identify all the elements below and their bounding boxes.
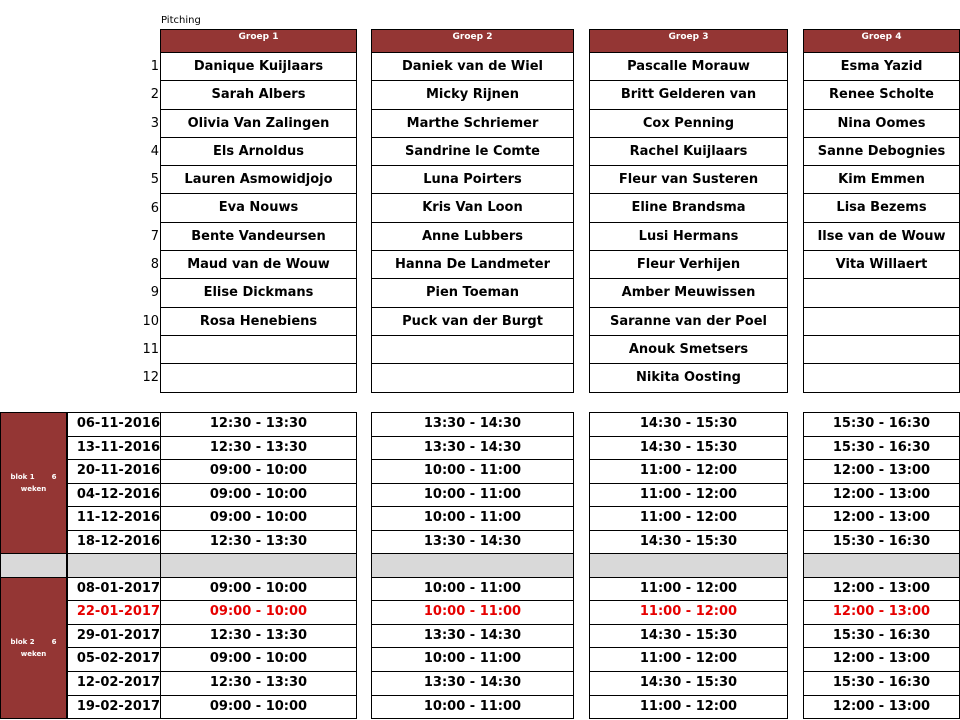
row-number: 10 xyxy=(142,313,159,329)
row-number: 4 xyxy=(150,143,159,159)
block-label-line1: blok 1 6 xyxy=(10,473,57,482)
member-cell[interactable] xyxy=(804,364,959,392)
time-slot-cell[interactable]: 09:00 - 10:00 xyxy=(161,648,356,672)
member-cell[interactable]: Lisa Bezems xyxy=(804,194,959,222)
member-cell[interactable]: Kim Emmen xyxy=(804,166,959,194)
time-column-4 xyxy=(803,412,960,719)
time-slot-cell[interactable]: 10:00 - 11:00 xyxy=(372,601,573,625)
time-slot-cell[interactable]: 14:30 - 15:30 xyxy=(590,437,787,461)
member-cell[interactable]: Sarah Albers xyxy=(161,81,356,109)
time-slot-cell[interactable]: 10:00 - 11:00 xyxy=(372,648,573,672)
member-cell[interactable]: Eline Brandsma xyxy=(590,194,787,222)
time-slot-cell[interactable]: 11:00 - 12:00 xyxy=(590,507,787,531)
time-slot-cell[interactable]: 15:30 - 16:30 xyxy=(804,413,959,437)
member-cell[interactable]: Lauren Asmowidjojo xyxy=(161,166,356,194)
date-cell[interactable]: 11-12-2016 xyxy=(68,507,160,531)
member-cell[interactable]: Hanna De Landmeter xyxy=(372,251,573,279)
member-cell[interactable]: Fleur Verhijen xyxy=(590,251,787,279)
member-cell[interactable]: Amber Meuwissen xyxy=(590,279,787,307)
time-slot-cell[interactable]: 15:30 - 16:30 xyxy=(804,672,959,696)
time-slot-cell[interactable]: 10:00 - 11:00 xyxy=(372,484,573,508)
date-cell[interactable]: 13-11-2016 xyxy=(68,437,160,461)
block-label-text xyxy=(10,471,56,495)
member-cell[interactable] xyxy=(804,308,959,336)
member-cell[interactable]: Renee Scholte xyxy=(804,81,959,109)
member-cell[interactable]: Pascalle Morauw xyxy=(590,53,787,81)
group-column-4 xyxy=(803,29,960,393)
member-cell[interactable]: Britt Gelderen van xyxy=(590,81,787,109)
member-cell[interactable]: Sandrine le Comte xyxy=(372,138,573,166)
time-slot-cell[interactable]: 09:00 - 10:00 xyxy=(161,696,356,720)
member-cell[interactable]: Eva Nouws xyxy=(161,194,356,222)
member-cell[interactable]: Daniek van de Wiel xyxy=(372,53,573,81)
block-label-line2: weken xyxy=(20,649,47,658)
time-slot-cell[interactable]: 09:00 - 10:00 xyxy=(161,507,356,531)
row-number: 12 xyxy=(142,370,159,386)
time-slot-cell[interactable]: 15:30 - 16:30 xyxy=(804,531,959,555)
time-slot-cell[interactable]: 12:30 - 13:30 xyxy=(161,531,356,555)
date-cell[interactable] xyxy=(68,554,160,578)
time-slot-cell[interactable] xyxy=(161,554,356,578)
time-slot-cell[interactable] xyxy=(372,554,573,578)
group-column-2 xyxy=(371,29,574,393)
time-slot-cell[interactable]: 12:00 - 13:00 xyxy=(804,601,959,625)
row-number: 8 xyxy=(150,257,159,273)
member-cell[interactable] xyxy=(372,336,573,364)
member-cell[interactable] xyxy=(372,364,573,392)
time-slot-cell[interactable]: 11:00 - 12:00 xyxy=(590,601,787,625)
time-slot-cell[interactable]: 09:00 - 10:00 xyxy=(161,578,356,602)
member-cell[interactable]: Luna Poirters xyxy=(372,166,573,194)
date-cell[interactable]: 06-11-2016 xyxy=(68,413,160,437)
time-slot-cell[interactable]: 12:00 - 13:00 xyxy=(804,696,959,720)
row-number: 3 xyxy=(150,115,159,131)
member-cell[interactable]: Puck van der Burgt xyxy=(372,308,573,336)
row-number: 2 xyxy=(150,87,159,103)
member-cell[interactable] xyxy=(161,364,356,392)
group-column-3 xyxy=(589,29,788,393)
group-header[interactable]: Groep 2 xyxy=(372,30,573,53)
date-cell[interactable]: 05-02-2017 xyxy=(68,648,160,672)
member-cell[interactable] xyxy=(161,336,356,364)
time-slot-cell[interactable]: 11:00 - 12:00 xyxy=(590,578,787,602)
member-cell[interactable]: Maud van de Wouw xyxy=(161,251,356,279)
member-cell[interactable]: Vita Willaert xyxy=(804,251,959,279)
member-cell[interactable]: Nikita Oosting xyxy=(590,364,787,392)
row-number: 11 xyxy=(142,342,159,357)
time-slot-cell[interactable]: 12:30 - 13:30 xyxy=(161,625,356,649)
row-number: 1 xyxy=(150,59,159,74)
time-slot-cell[interactable]: 12:00 - 13:00 xyxy=(804,507,959,531)
time-slot-cell[interactable]: 11:00 - 12:00 xyxy=(590,648,787,672)
member-cell[interactable]: Rosa Henebiens xyxy=(161,308,356,336)
member-cell[interactable]: Lusi Hermans xyxy=(590,223,787,251)
time-slot-cell[interactable]: 10:00 - 11:00 xyxy=(372,460,573,484)
time-slot-cell[interactable]: 10:00 - 11:00 xyxy=(372,578,573,602)
time-column-1 xyxy=(160,412,357,719)
member-cell[interactable]: Pien Toeman xyxy=(372,279,573,307)
member-cell[interactable]: Micky Rijnen xyxy=(372,81,573,109)
time-slot-cell[interactable]: 12:30 - 13:30 xyxy=(161,437,356,461)
member-cell[interactable]: Cox Penning xyxy=(590,110,787,138)
group-column-1 xyxy=(160,29,357,393)
block-label xyxy=(0,412,67,554)
time-slot-cell[interactable]: 12:30 - 13:30 xyxy=(161,672,356,696)
time-slot-cell[interactable]: 12:00 - 13:00 xyxy=(804,484,959,508)
time-column-2 xyxy=(371,412,574,719)
group-header[interactable]: Groep 3 xyxy=(590,30,787,53)
member-cell[interactable]: Kris Van Loon xyxy=(372,194,573,222)
date-column xyxy=(67,412,161,719)
member-cell[interactable]: Fleur van Susteren xyxy=(590,166,787,194)
time-slot-cell[interactable]: 14:30 - 15:30 xyxy=(590,413,787,437)
date-cell[interactable]: 19-02-2017 xyxy=(68,696,160,720)
time-slot-cell[interactable]: 09:00 - 10:00 xyxy=(161,460,356,484)
member-cell[interactable]: Anouk Smetsers xyxy=(590,336,787,364)
date-cell[interactable]: 29-01-2017 xyxy=(68,625,160,649)
row-number: 6 xyxy=(150,200,159,216)
member-cell[interactable] xyxy=(804,279,959,307)
time-slot-cell[interactable]: 14:30 - 15:30 xyxy=(590,672,787,696)
row-number: 7 xyxy=(150,228,159,244)
row-number: 9 xyxy=(150,285,159,301)
group-header[interactable]: Groep 1 xyxy=(161,30,356,53)
member-cell[interactable]: Elise Dickmans xyxy=(161,279,356,307)
time-slot-cell[interactable]: 15:30 - 16:30 xyxy=(804,625,959,649)
time-slot-cell[interactable]: 12:00 - 13:00 xyxy=(804,578,959,602)
time-slot-cell[interactable]: 14:30 - 15:30 xyxy=(590,531,787,555)
time-slot-cell[interactable]: 13:30 - 14:30 xyxy=(372,625,573,649)
date-cell[interactable]: 08-01-2017 xyxy=(68,578,160,602)
time-slot-cell[interactable]: 14:30 - 15:30 xyxy=(590,625,787,649)
time-slot-cell[interactable]: 10:00 - 11:00 xyxy=(372,507,573,531)
time-slot-cell[interactable]: 12:00 - 13:00 xyxy=(804,648,959,672)
date-cell[interactable]: 18-12-2016 xyxy=(68,531,160,555)
date-cell[interactable]: 04-12-2016 xyxy=(68,484,160,508)
time-slot-cell[interactable]: 09:00 - 10:00 xyxy=(161,601,356,625)
time-slot-cell[interactable]: 10:00 - 11:00 xyxy=(372,696,573,720)
row-number: 5 xyxy=(150,172,159,188)
member-cell[interactable]: Els Arnoldus xyxy=(161,138,356,166)
block-label-text xyxy=(10,636,56,660)
group-header[interactable]: Groep 4 xyxy=(804,30,959,53)
time-slot-cell[interactable]: 13:30 - 14:30 xyxy=(372,413,573,437)
member-cell[interactable]: Ilse van de Wouw xyxy=(804,223,959,251)
member-cell[interactable]: Danique Kuijlaars xyxy=(161,53,356,81)
time-slot-cell[interactable]: 09:00 - 10:00 xyxy=(161,484,356,508)
time-slot-cell[interactable]: 13:30 - 14:30 xyxy=(372,531,573,555)
time-slot-cell[interactable]: 11:00 - 12:00 xyxy=(590,696,787,720)
member-cell[interactable]: Saranne van der Poel xyxy=(590,308,787,336)
block-label-line1: blok 2 6 xyxy=(10,637,57,646)
time-slot-cell[interactable]: 11:00 - 12:00 xyxy=(590,484,787,508)
time-slot-cell[interactable]: 13:30 - 14:30 xyxy=(372,672,573,696)
time-column-3 xyxy=(589,412,788,719)
member-cell[interactable] xyxy=(804,336,959,364)
time-slot-cell[interactable] xyxy=(804,554,959,578)
date-cell[interactable]: 20-11-2016 xyxy=(68,460,160,484)
time-slot-cell[interactable]: 15:30 - 16:30 xyxy=(804,437,959,461)
member-cell[interactable]: Olivia Van Zalingen xyxy=(161,110,356,138)
block-label-line2: weken xyxy=(20,485,47,494)
member-cell[interactable]: Nina Oomes xyxy=(804,110,959,138)
member-cell[interactable]: Sanne Debognies xyxy=(804,138,959,166)
date-cell[interactable]: 12-02-2017 xyxy=(68,672,160,696)
time-slot-cell[interactable]: 12:30 - 13:30 xyxy=(161,413,356,437)
member-cell[interactable]: Esma Yazid xyxy=(804,53,959,81)
separator-cell xyxy=(0,553,67,578)
member-cell[interactable]: Bente Vandeursen xyxy=(161,223,356,251)
time-slot-cell[interactable]: 13:30 - 14:30 xyxy=(372,437,573,461)
time-slot-cell[interactable]: 12:00 - 13:00 xyxy=(804,460,959,484)
member-cell[interactable]: Marthe Schriemer xyxy=(372,110,573,138)
member-cell[interactable]: Rachel Kuijlaars xyxy=(590,138,787,166)
sheet-title: Pitching xyxy=(161,15,201,26)
block-label xyxy=(0,577,67,719)
date-cell[interactable]: 22-01-2017 xyxy=(68,601,160,625)
time-slot-cell[interactable]: 11:00 - 12:00 xyxy=(590,460,787,484)
time-slot-cell[interactable] xyxy=(590,554,787,578)
member-cell[interactable]: Anne Lubbers xyxy=(372,223,573,251)
